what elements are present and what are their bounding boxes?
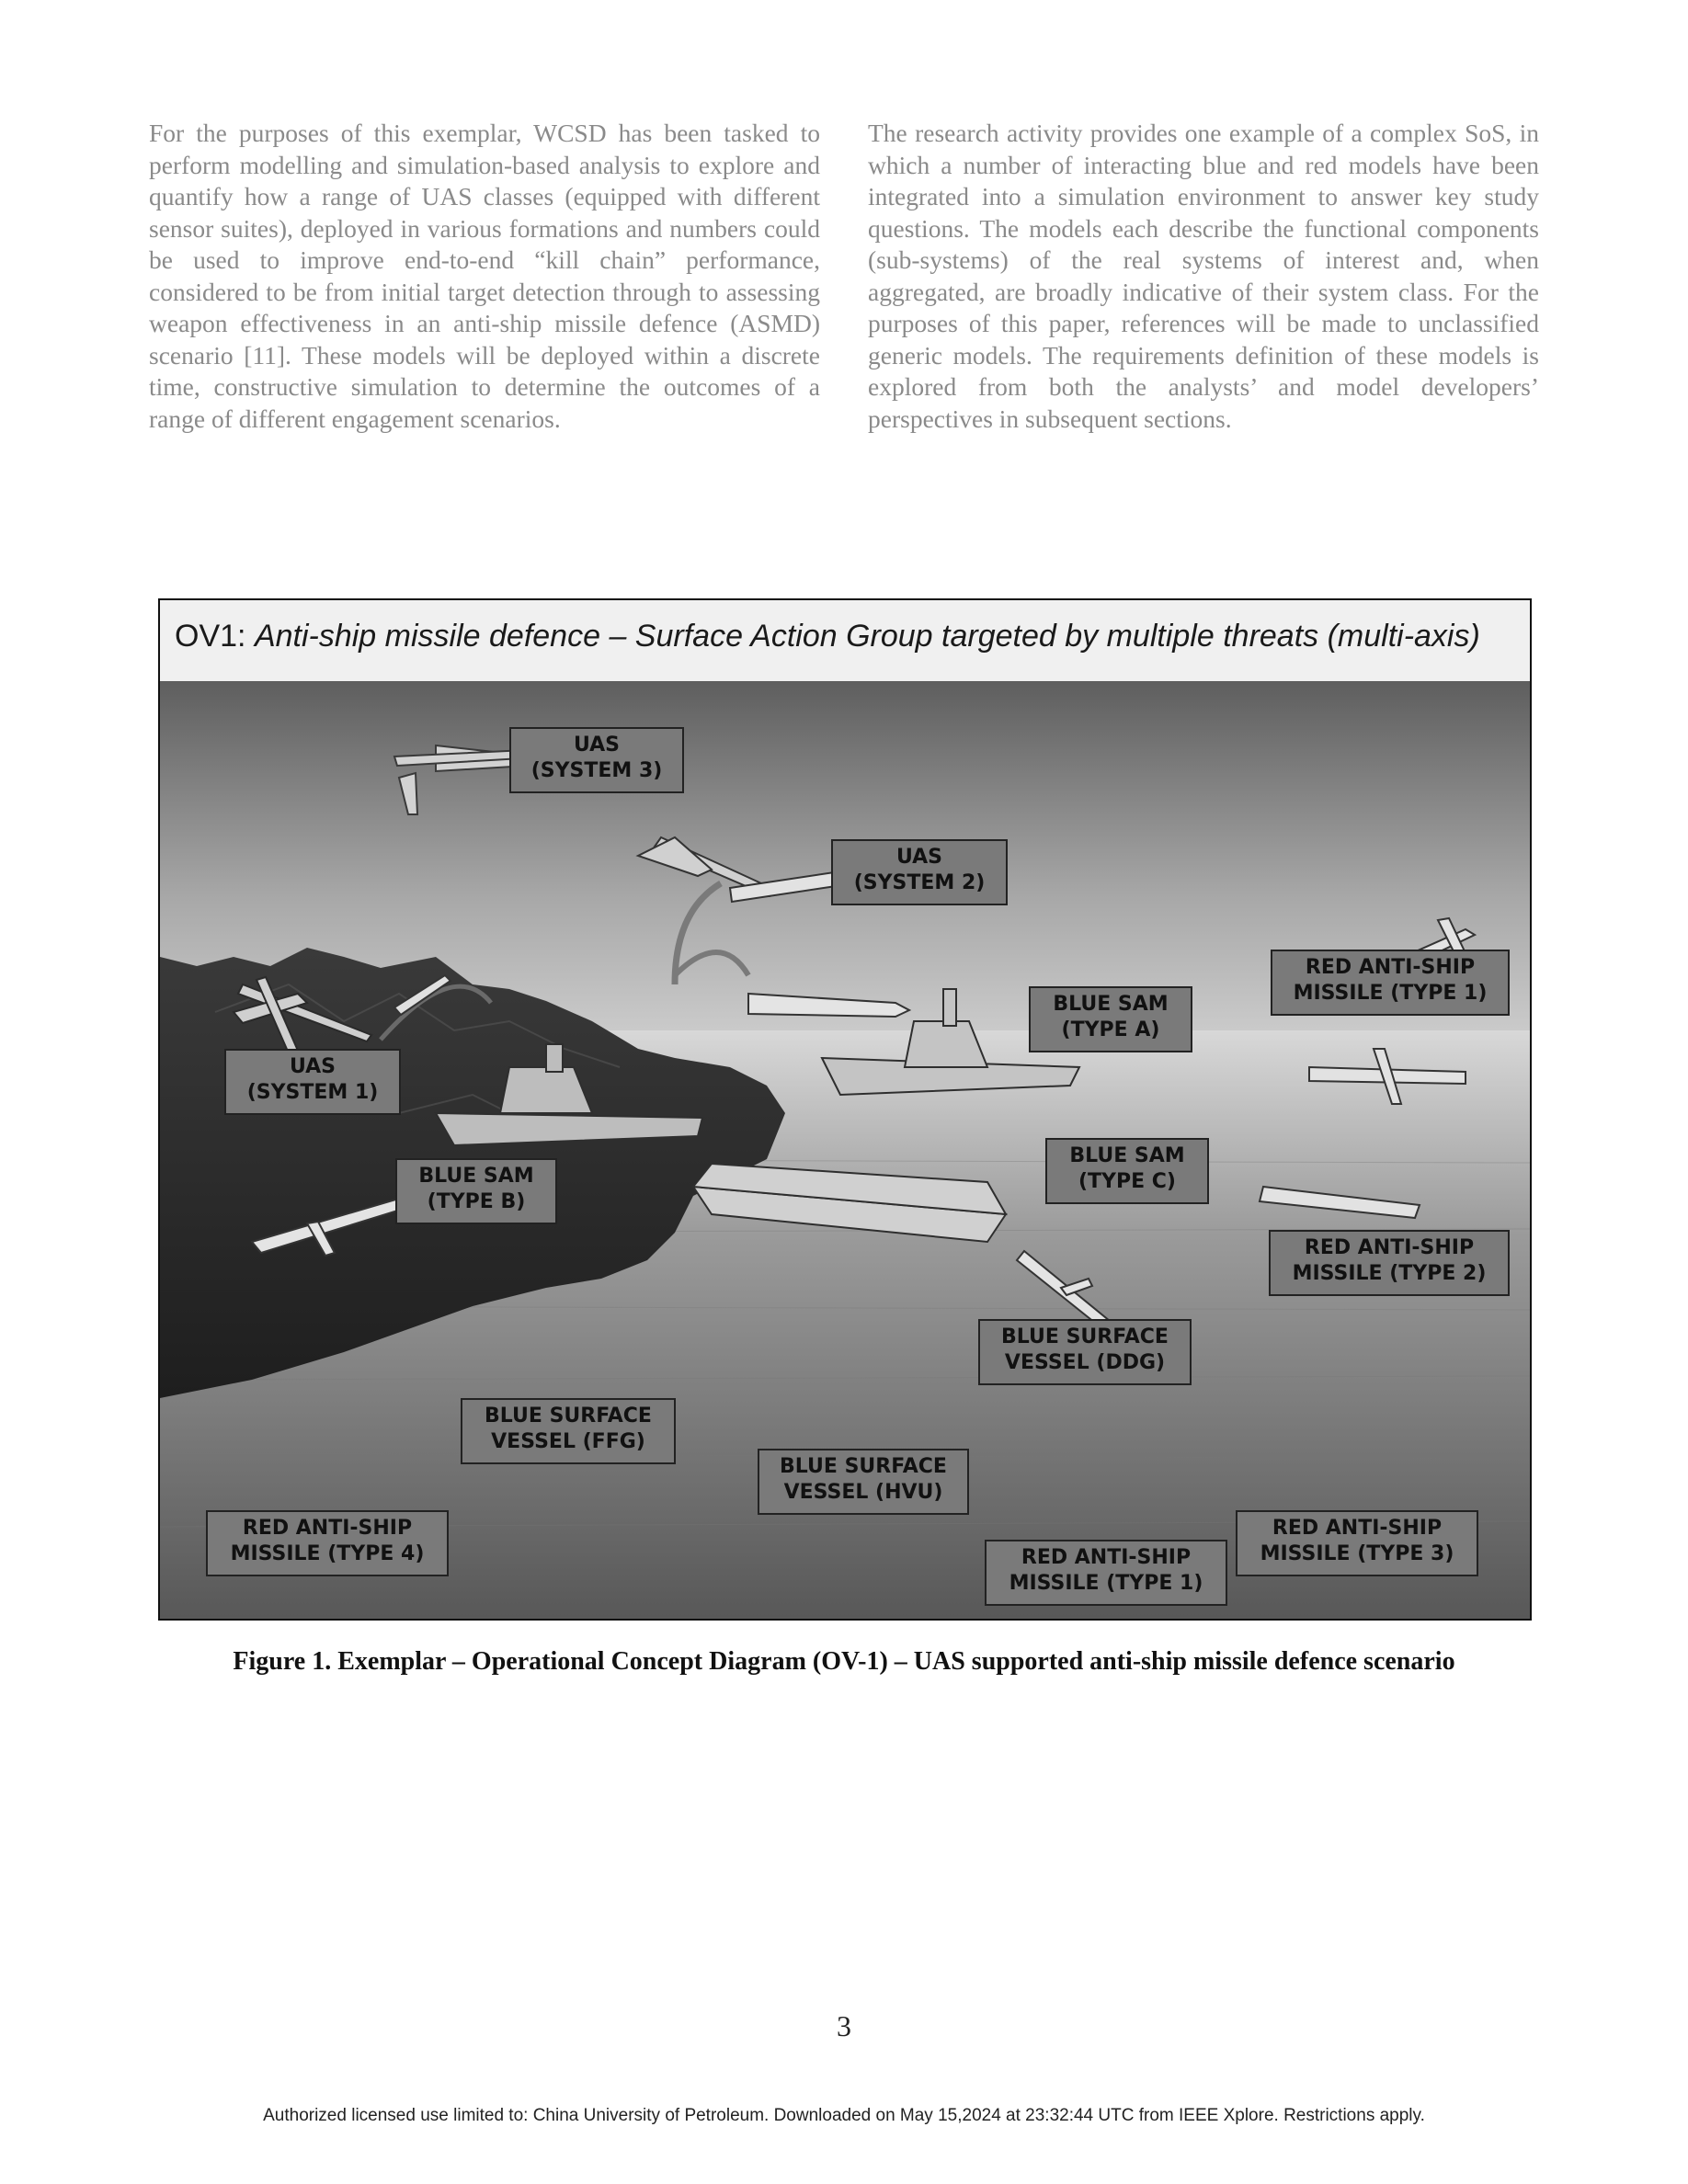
label-uas-system-3 [509, 727, 684, 793]
label-line: MISSILE (TYPE 4) [230, 1542, 425, 1565]
figure-title-prefix: OV1: [175, 619, 255, 654]
label-line: VESSEL (HVU) [783, 1481, 943, 1504]
label-blue-vessel-ffg [461, 1398, 676, 1464]
label-line: BLUE SAM [1069, 1144, 1185, 1167]
body-paragraph-left: For the purposes of this exemplar, WCSD has been tasked to perform modelling and simulation-based analysis to explore and quantify how a range of UAS classes (equipped with different sensor suites), deployed in various formations and numbers could be used to improve end-to-end “kill chain” performance, considered to be from initial target detection through to assessing weapon effectiveness in an anti-ship missile defence (ASMD) scenario [11]. These models will be deployed within a discrete time, constructive simulation to determine the outcomes of a range of different engagement scenarios. [149, 119, 820, 433]
label-line: (SYSTEM 3) [530, 759, 663, 782]
label-line: VESSEL (DDG) [1004, 1351, 1166, 1374]
page-number: 3 [837, 2009, 851, 2042]
label-line: RED ANTI-SHIP [1272, 1517, 1443, 1540]
label-red-missile-type-1-bottom [985, 1540, 1227, 1606]
label-blue-sam-type-a [1029, 986, 1192, 1052]
license-footer: Authorized licensed use limited to: China University of Petroleum. Downloaded on May 15,2024 at 23:32:44 UTC from IEEE Xplore. Restrictions apply. [263, 2106, 1425, 2125]
figure-title-text: Anti-ship missile defence – Surface Action Group targeted by multiple threats (multi-axis) [254, 619, 1480, 654]
body-paragraph-right: The research activity provides one example of a complex SoS, in which a number of interacting blue and red models have been integrated into a simulation environment to answer key study questions. The models each describe the functional components (sub-systems) of the real systems of interest and, when aggregated, are broadly indicative of their system class. For the purposes of this paper, references will be made to unclassified generic models. The requirements definition of these models is explored from both the analysts’ and model developers’ perspectives in subsequent sections. [868, 119, 1539, 433]
label-line: UAS [573, 734, 621, 756]
label-line: (SYSTEM 2) [853, 871, 986, 894]
figure-title-bar [160, 600, 1530, 682]
label-red-missile-type-2 [1269, 1230, 1510, 1296]
label-blue-vessel-hvu [758, 1449, 969, 1515]
label-line: RED ANTI-SHIP [242, 1517, 413, 1540]
label-red-missile-type-1-top [1271, 950, 1510, 1016]
figure-title [175, 619, 1480, 654]
ov1-figure [158, 598, 1532, 1621]
label-uas-system-1 [224, 1049, 401, 1115]
label-line: MISSILE (TYPE 1) [1009, 1572, 1203, 1595]
label-line: (TYPE A) [1061, 1018, 1160, 1041]
figure-caption: Figure 1. Exemplar – Operational Concept Diagram (OV-1) – UAS supported anti-ship missile defence scenario [233, 1647, 1455, 1676]
label-line: BLUE SURFACE [1001, 1325, 1169, 1348]
label-line: BLUE SAM [418, 1165, 534, 1188]
label-line: (TYPE C) [1078, 1170, 1176, 1193]
label-line: RED ANTI-SHIP [1304, 1236, 1475, 1259]
label-red-missile-type-3 [1236, 1510, 1478, 1576]
label-blue-sam-type-c [1045, 1138, 1209, 1204]
label-line: (SYSTEM 1) [246, 1081, 379, 1104]
label-line: BLUE SURFACE [485, 1405, 652, 1428]
label-red-missile-type-4 [206, 1510, 449, 1576]
label-line: MISSILE (TYPE 1) [1293, 982, 1488, 1005]
label-line: BLUE SAM [1053, 993, 1169, 1016]
label-line: UAS [289, 1055, 336, 1078]
label-blue-vessel-ddg [978, 1319, 1192, 1385]
label-uas-system-2 [831, 839, 1008, 905]
label-line: VESSEL (FFG) [491, 1430, 645, 1453]
label-line: BLUE SURFACE [780, 1455, 947, 1478]
label-line: RED ANTI-SHIP [1021, 1546, 1192, 1569]
label-line: MISSILE (TYPE 2) [1292, 1262, 1487, 1285]
label-blue-sam-type-b [395, 1158, 557, 1224]
label-line: UAS [895, 846, 943, 869]
label-line: MISSILE (TYPE 3) [1260, 1542, 1454, 1565]
label-line: (TYPE B) [427, 1190, 526, 1213]
label-line: RED ANTI-SHIP [1305, 956, 1476, 979]
